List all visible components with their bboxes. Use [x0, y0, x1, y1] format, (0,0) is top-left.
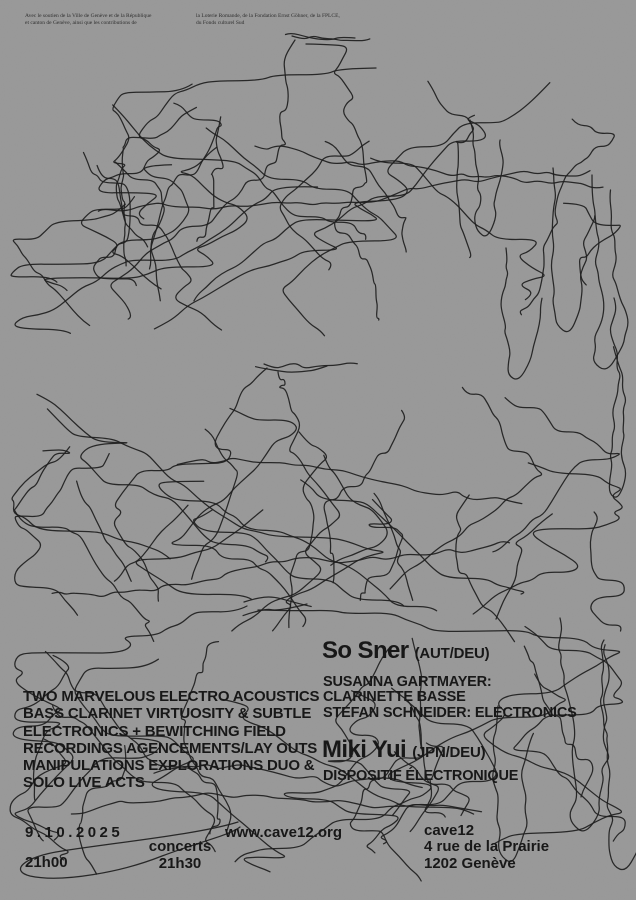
venue-city: 1202 Genève	[424, 854, 516, 872]
event-date: 9.10.2025	[25, 824, 124, 841]
description-line: SOLO LIVE ACTS	[23, 774, 145, 792]
credits-line: la Loterie Romande, de la Fondation Ernst Göhner, de la FPLCE,	[196, 13, 340, 19]
act2-title	[322, 736, 485, 764]
credits-line: Avec le soutien de la Ville de Genève et de la République	[25, 13, 152, 19]
act1-title	[322, 637, 489, 665]
act2-origin: (JPN/DEU)	[412, 744, 486, 761]
doors-time: 21h00	[25, 854, 68, 871]
funding-credits-right	[196, 13, 376, 27]
website-url: www.cave12.org	[225, 824, 342, 841]
act2-lineup-line: DISPOSITIF ÉLECTRONIQUE	[323, 768, 519, 784]
act1-name: So Sner	[322, 637, 409, 664]
act2-lineup	[323, 769, 518, 784]
act1-origin: (AUT/DEU)	[414, 645, 490, 662]
concerts-time-block	[138, 839, 222, 872]
act1-lineup-line: STEFAN SCHNEIDER: ELECTRONICS	[323, 704, 577, 721]
description-line: BASS CLARINET VIRTUOSITY & SUBTLE	[23, 705, 312, 723]
venue-block	[424, 823, 549, 872]
act2-name: Miki Yui	[322, 736, 407, 763]
funding-credits-left	[25, 13, 175, 27]
act1-lineup-line: CLARINETTE BASSE	[323, 689, 466, 706]
description-line: TWO MARVELOUS ELECTRO ACOUSTICS	[23, 688, 320, 705]
description-line: ELECTRONICS + BEWITCHING FIELD	[23, 722, 286, 740]
venue-address: 4 rue de la Prairie	[424, 838, 550, 856]
act1-lineup-line: SUSANNA GARTMAYER:	[323, 674, 492, 690]
description-line: MANIPULATIONS EXPLORATIONS DUO &	[23, 757, 315, 775]
act1-lineup	[323, 675, 577, 721]
description-line: RECORDINGS AGENCEMENTS/LAY OUTS	[23, 739, 318, 757]
credits-line: et canton de Genève, ainsi que les contributions de	[25, 20, 137, 26]
event-description	[23, 688, 319, 792]
credits-line: du Fonds culturel Sud	[196, 20, 245, 26]
venue-name: cave12	[424, 822, 475, 839]
concerts-time: 21h30	[158, 854, 202, 872]
concerts-label: concerts	[148, 838, 212, 855]
